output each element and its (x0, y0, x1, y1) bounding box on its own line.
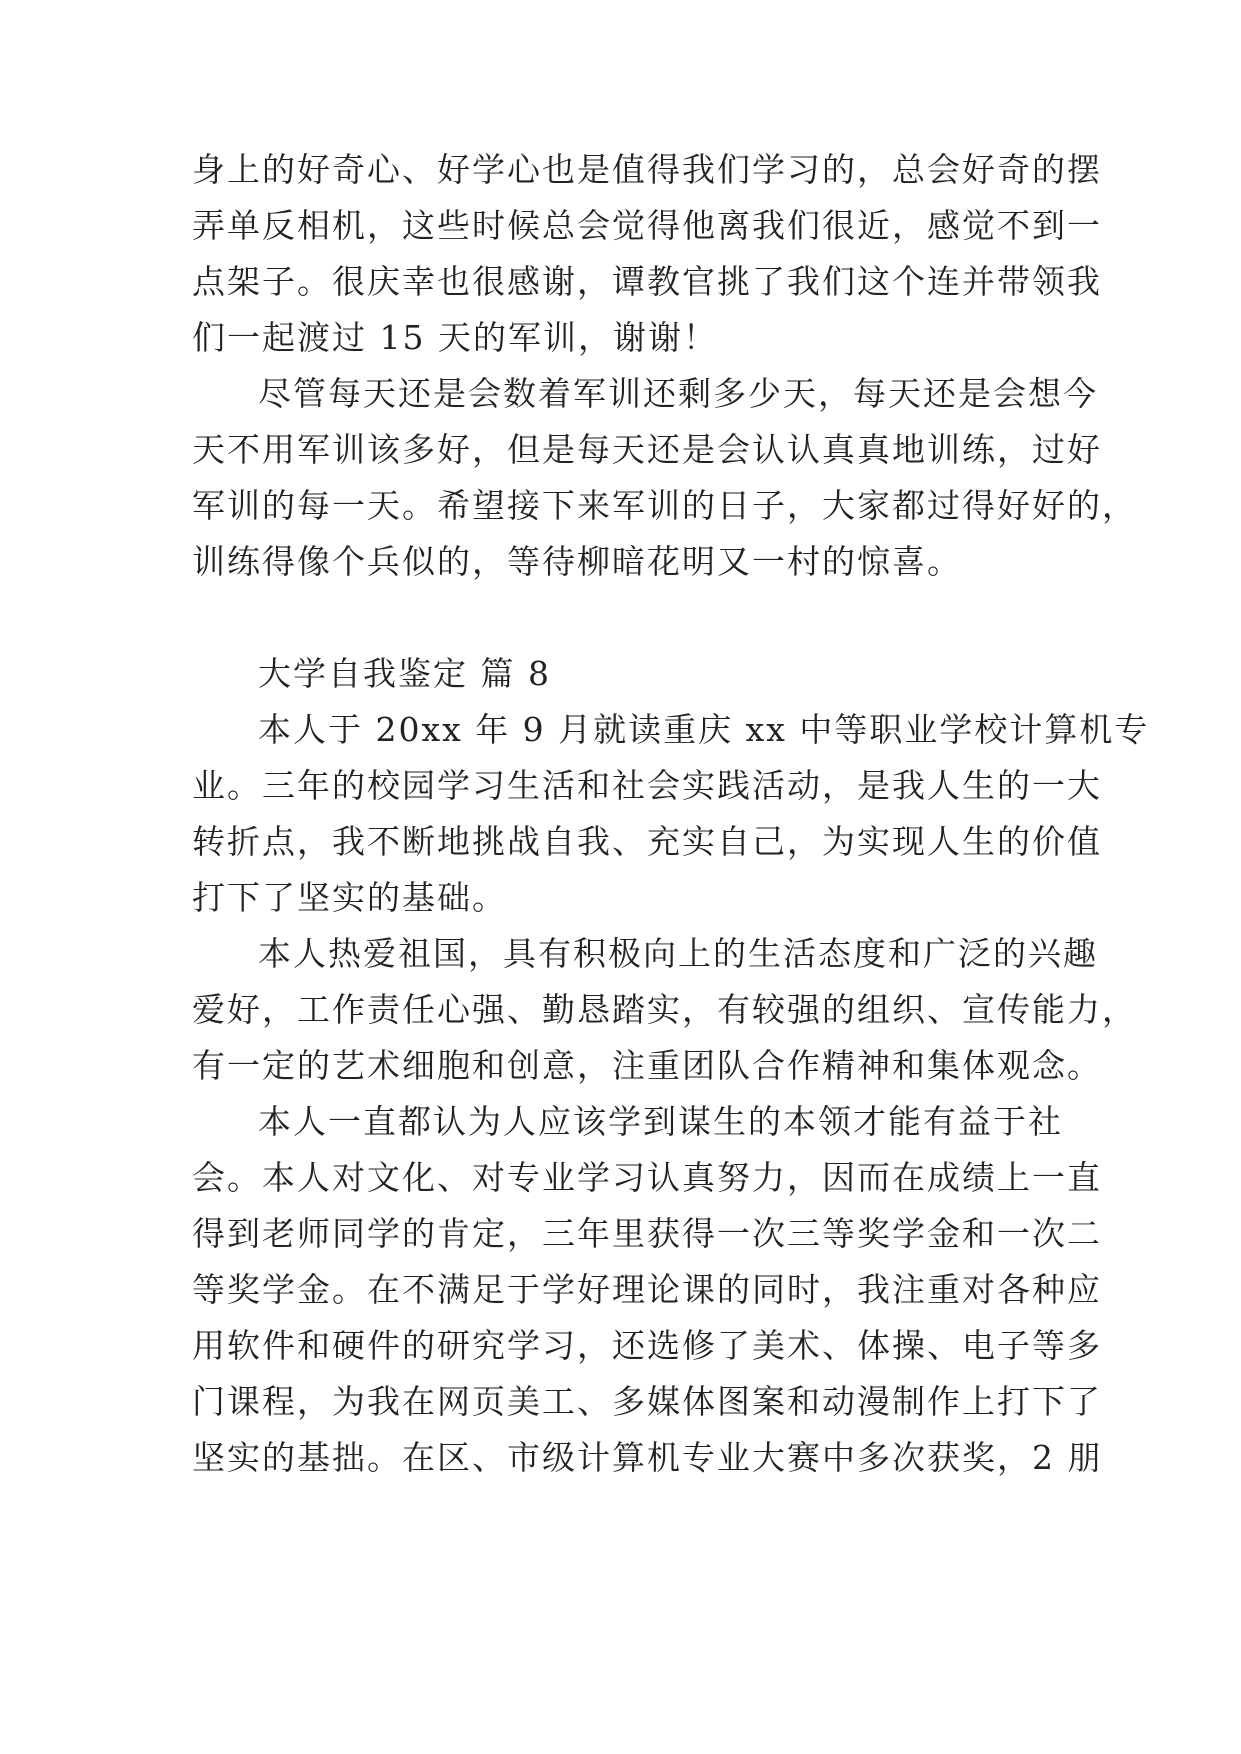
text-line: 门课程，为我在网页美工、多媒体图案和动漫制作上打下了 (192, 1382, 1102, 1421)
text-line: 打下了坚实的基础。 (192, 878, 507, 917)
text-line: 天不用军训该多好，但是每天还是会认认真真地训练，过好 (192, 430, 1102, 469)
text-line: 点架子。很庆幸也很感谢，谭教官挑了我们这个连并带领我 (192, 262, 1102, 301)
text-line: 有一定的艺术细胞和创意，注重团队合作精神和集体观念。 (192, 1046, 1102, 1085)
text-line: 爱好，工作责任心强、勤恳踏实，有较强的组织、宣传能力， (192, 990, 1137, 1029)
text-line: 弄单反相机，这些时候总会觉得他离我们很近，感觉不到一 (192, 206, 1102, 245)
text-line: 业。三年的校园学习生活和社会实践活动，是我人生的一大 (192, 766, 1102, 805)
text-line: 转折点，我不断地挑战自我、充实自己，为实现人生的价值 (192, 822, 1102, 861)
text-line: 身上的好奇心、好学心也是值得我们学习的，总会好奇的摆 (192, 150, 1102, 189)
text-line: 会。本人对文化、对专业学习认真努力，因而在成绩上一直 (192, 1158, 1102, 1197)
text-line: 得到老师同学的肯定，三年里获得一次三等奖学金和一次二 (192, 1214, 1102, 1253)
text-line: 本人一直都认为人应该学到谋生的本领才能有益于社 (258, 1102, 1063, 1141)
text-line: 训练得像个兵似的，等待柳暗花明又一村的惊喜。 (192, 542, 962, 581)
text-line: 们一起渡过 15 天的军训，谢谢！ (192, 318, 718, 357)
text-line: 本人于 20xx 年 9 月就读重庆 xx 中等职业学校计算机专 (258, 710, 1150, 749)
text-line: 军训的每一天。希望接下来军训的日子，大家都过得好好的， (192, 486, 1137, 525)
text-line: 坚实的基拙。在区、市级计算机专业大赛中多次获奖，2 朋 (192, 1438, 1103, 1477)
section-heading: 大学自我鉴定 篇 8 (258, 654, 551, 693)
text-line: 尽管每天还是会数着军训还剩多少天，每天还是会想今 (258, 374, 1098, 413)
text-line: 用软件和硬件的研究学习，还选修了美术、体操、电子等多 (192, 1326, 1102, 1365)
text-line: 等奖学金。在不满足于学好理论课的同时，我注重对各种应 (192, 1270, 1102, 1309)
text-line: 本人热爱祖国，具有积极向上的生活态度和广泛的兴趣 (258, 934, 1098, 973)
